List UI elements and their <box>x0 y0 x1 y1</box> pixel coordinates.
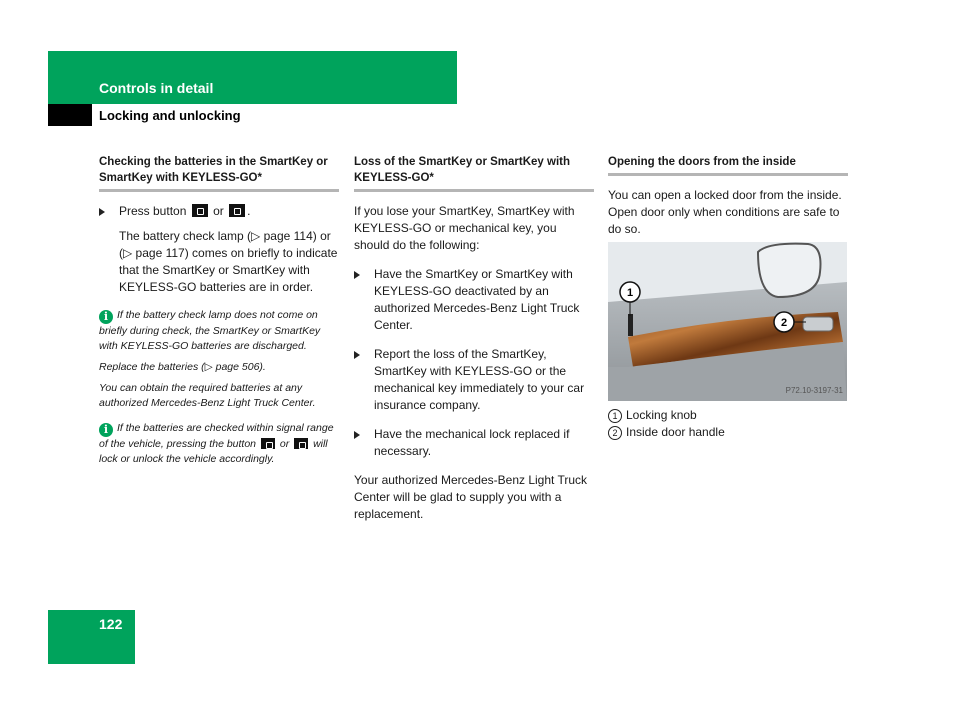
info-note: i If the battery check lamp does not come on briefly during check, the SmartKey or SmartKey with KEYLESS-GO batteries are discharged. <box>99 309 321 352</box>
unlock-button-icon <box>229 204 245 217</box>
unlock-button-icon <box>294 438 308 449</box>
note-obtain-batteries: You can obtain the required batteries at any authorized Mercedes-Benz Light Truck Center. <box>99 382 316 409</box>
column-heading: Loss of the SmartKey or SmartKey with KEYLESS-GO* <box>354 154 594 192</box>
info-icon: i <box>99 423 113 437</box>
svg-text:2: 2 <box>780 317 788 329</box>
bullet-item: Have the SmartKey or SmartKey with KEYLESS-GO deactivated by an authorized Mercedes-Benz Light Truck Center. <box>354 266 594 334</box>
legend-item: 2 Inside door handle <box>608 424 848 441</box>
column-heading: Opening the doors from the inside <box>608 154 848 176</box>
svg-text:1: 1 <box>626 287 634 299</box>
column-open-doors <box>608 154 848 441</box>
info-icon: i <box>99 310 113 324</box>
note-replace-batteries: Replace the batteries (▷ page 506). <box>99 361 266 373</box>
intro-text: If you lose your SmartKey, SmartKey with KEYLESS-GO or mechanical key, you should do the following: <box>354 204 575 252</box>
subsection-marker <box>48 104 92 126</box>
battery-lamp-text: The battery check lamp (▷ page 114) or (▷ page 117) comes on briefly to indicate that the SmartKey or SmartKey with KEYLESS-GO batteries are in order. <box>119 229 338 294</box>
subsection-title: Locking and unlocking <box>99 108 241 123</box>
bullet-item: Report the loss of the SmartKey, SmartKey with KEYLESS-GO or the mechanical key immediately to your car insurance company. <box>354 346 594 414</box>
photo-code: P72.10-3197-31 <box>785 386 843 395</box>
header-banner <box>48 51 457 104</box>
page-number: 122 <box>99 616 123 632</box>
section-title: Controls in detail <box>99 80 214 96</box>
intro-text: You can open a locked door from the inside. Open door only when conditions are safe to do so. <box>608 188 842 236</box>
outro-text: Your authorized Mercedes-Benz Light Truck Center will be glad to supply you with a replacement. <box>354 473 588 521</box>
column-battery-check <box>99 154 339 473</box>
column-heading: Checking the batteries in the SmartKey or SmartKey with KEYLESS-GO* <box>99 154 339 192</box>
lock-button-icon <box>261 438 275 449</box>
bullet-press-button: Press button or . <box>99 203 339 220</box>
bullet-item: Have the mechanical lock replaced if necessary. <box>354 426 594 460</box>
column-key-loss <box>354 154 594 535</box>
door-interior-photo <box>608 242 847 401</box>
door-illustration <box>608 242 847 401</box>
lock-button-icon <box>192 204 208 217</box>
legend-item: 1 Locking knob <box>608 407 848 424</box>
info-note: i If the batteries are checked within signal range of the vehicle, pressing the button or will lock or unlock the vehicle accordingly. <box>99 422 334 465</box>
